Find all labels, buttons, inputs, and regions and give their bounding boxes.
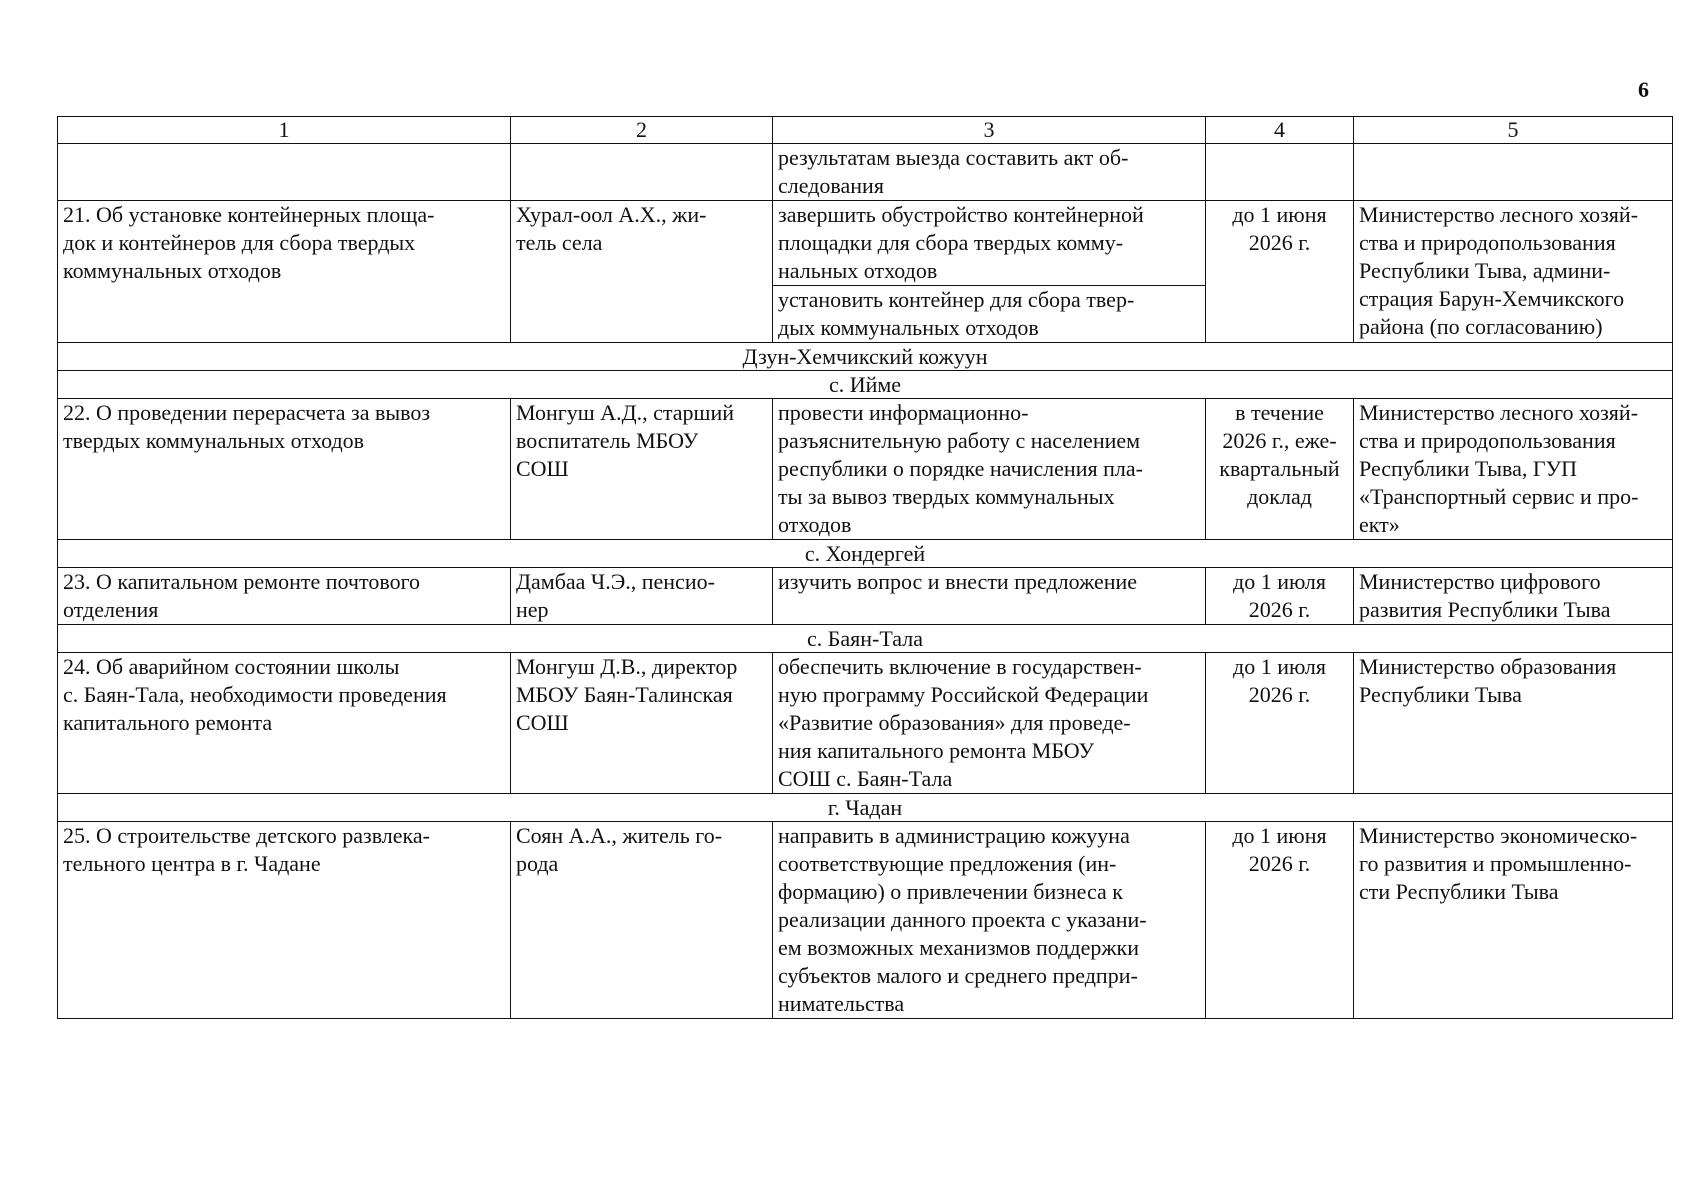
table-header-row	[58, 117, 1673, 144]
table-row-continuation	[58, 144, 1673, 201]
column-header-1: 1	[58, 117, 511, 144]
cell-responsible: Министерство образования Республики Тыва	[1354, 653, 1673, 794]
cell-responsible: Министерство лесного хозяй- ства и природопользования Республики Тыва, ГУП «Транспортный сервис и про- ект»	[1354, 399, 1673, 540]
cell-responsible: Министерство лесного хозяй- ства и природопользования Республики Тыва, админи- страция Барун-Хемчикского района (по согласованию)	[1354, 201, 1673, 343]
cell-measure: направить в администрацию кожууна соответствующие предложения (ин- формацию) о привлечении бизнеса к реализации данного проекта с указани- ем возможных механизмов поддержки субъектов малого и среднего предпри- нимательства	[773, 822, 1206, 1019]
cell-issue: 21. Об установке контейнерных площа- док и контейнеров для сбора твердых коммунальных отходов	[58, 201, 511, 343]
cell-issue: 22. О проведении перерасчета за вывоз твердых коммунальных отходов	[58, 399, 511, 540]
measures-table	[57, 116, 1673, 1019]
cell-issue: 25. О строительстве детского развлека- тельного центра в г. Чадане	[58, 822, 511, 1019]
cell-empty	[511, 144, 773, 201]
cell-measure: результатам выезда составить акт об- следования	[773, 144, 1206, 201]
table-row-24	[58, 653, 1673, 794]
section-title: г. Чадан	[58, 794, 1673, 822]
section-title: с. Баян-Тала	[58, 625, 1673, 653]
table-row-23	[58, 568, 1673, 625]
cell-issue: 24. Об аварийном состоянии школы с. Баян-Тала, необходимости проведения капитального ремонта	[58, 653, 511, 794]
cell-deadline: до 1 июня 2026 г.	[1206, 822, 1354, 1019]
cell-responsible: Министерство экономическо- го развития и промышленно- сти Республики Тыва	[1354, 822, 1673, 1019]
cell-measure	[773, 201, 1206, 343]
cell-applicant: Дамбаа Ч.Э., пенсио- нер	[511, 568, 773, 625]
column-header-3: 3	[773, 117, 1206, 144]
cell-applicant: Монгуш А.Д., старший воспитатель МБОУ СОШ	[511, 399, 773, 540]
section-title: с. Хондергей	[58, 540, 1673, 568]
cell-applicant: Соян А.А., житель го- рода	[511, 822, 773, 1019]
section-row-town	[58, 794, 1673, 822]
cell-empty	[1206, 144, 1354, 201]
cell-empty	[1354, 144, 1673, 201]
cell-responsible: Министерство цифрового развития Республики Тыва	[1354, 568, 1673, 625]
cell-issue: 23. О капитальном ремонте почтового отделения	[58, 568, 511, 625]
cell-applicant: Монгуш Д.В., директор МБОУ Баян-Талинская СОШ	[511, 653, 773, 794]
page-number: 6	[1638, 77, 1649, 102]
table-row-25	[58, 822, 1673, 1019]
cell-deadline: до 1 июля 2026 г.	[1206, 568, 1354, 625]
cell-empty	[58, 144, 511, 201]
table-row-21	[58, 201, 1673, 343]
cell-measure: изучить вопрос и внести предложение	[773, 568, 1206, 625]
measure-item: установить контейнер для сбора твер- дых коммунальных отходов	[773, 285, 1205, 342]
cell-deadline: до 1 июля 2026 г.	[1206, 653, 1354, 794]
cell-applicant: Хурал-оол А.Х., жи- тель села	[511, 201, 773, 343]
section-row-settlement	[58, 371, 1673, 399]
section-row-settlement	[58, 540, 1673, 568]
section-title: Дзун-Хемчикский кожуун	[58, 343, 1673, 371]
section-row-settlement	[58, 625, 1673, 653]
column-header-5: 5	[1354, 117, 1673, 144]
cell-deadline: до 1 июня 2026 г.	[1206, 201, 1354, 343]
table-row-22	[58, 399, 1673, 540]
cell-measure: обеспечить включение в государствен- ную программу Российской Федерации «Развитие образования» для проведе- ния капитального ремонта МБОУ СОШ с. Баян-Тала	[773, 653, 1206, 794]
column-header-2: 2	[511, 117, 773, 144]
column-header-4: 4	[1206, 117, 1354, 144]
cell-measure: провести информационно- разъяснительную работу с населением республики о порядке начисления пла- ты за вывоз твердых коммунальных отходов	[773, 399, 1206, 540]
cell-deadline: в течение 2026 г., еже- квартальный доклад	[1206, 399, 1354, 540]
section-title: с. Ийме	[58, 371, 1673, 399]
section-row-district	[58, 343, 1673, 371]
measure-item: завершить обустройство контейнерной площадки для сбора твердых комму- нальных отходов	[778, 202, 1144, 283]
